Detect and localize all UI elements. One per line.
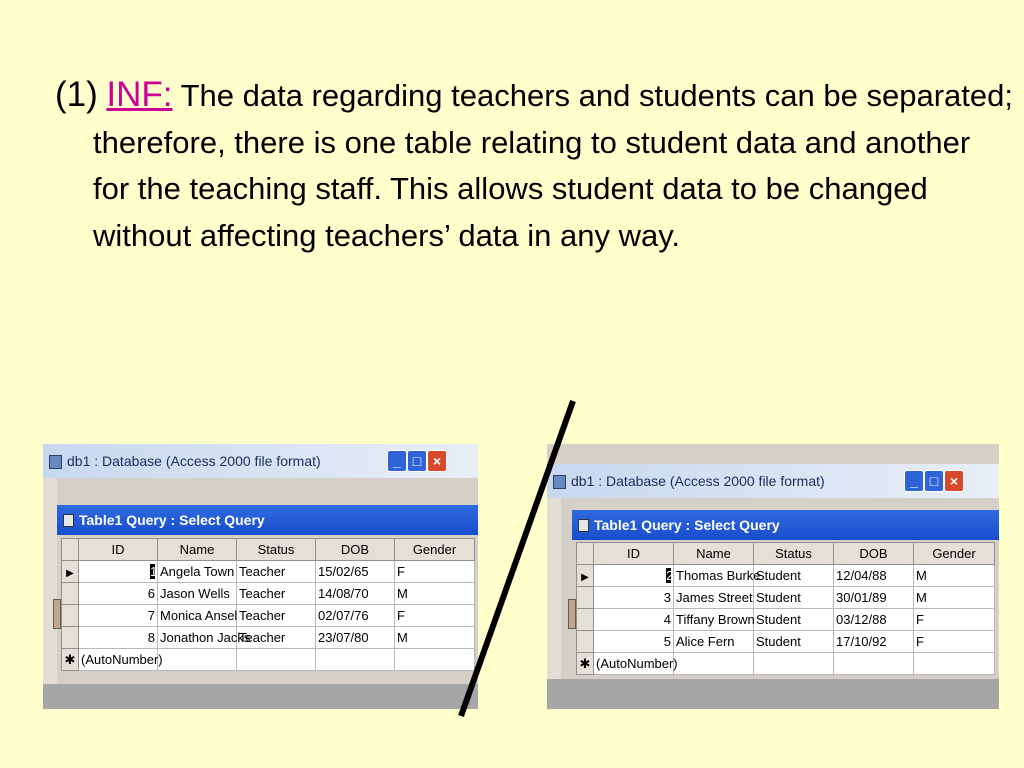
cell-gender[interactable]: F	[914, 609, 995, 631]
cell-id[interactable]: 6	[79, 583, 158, 605]
minimize-icon[interactable]: _	[904, 470, 924, 492]
cell-gender[interactable]: M	[914, 565, 995, 587]
cell-id[interactable]: 4	[594, 609, 674, 631]
query-title: Table1 Query : Select Query	[594, 517, 780, 533]
separator-slash-stroke	[461, 401, 573, 716]
cell-dob[interactable]: 30/01/89	[834, 587, 914, 609]
cell-name[interactable]: Tiffany Brown	[674, 609, 754, 631]
cell-status[interactable]: Teacher	[237, 561, 316, 583]
cell-cursor: 1	[150, 564, 158, 579]
cell-name[interactable]: Monica Ansel	[158, 605, 237, 627]
column-header-id[interactable]: ID	[79, 539, 158, 561]
column-header-name[interactable]: Name	[674, 543, 754, 565]
database-title: db1 : Database (Access 2000 file format)	[571, 473, 825, 489]
column-header-dob[interactable]: DOB	[834, 543, 914, 565]
cell-name[interactable]: James Street	[674, 587, 754, 609]
database-title: db1 : Database (Access 2000 file format)	[67, 453, 321, 469]
column-header-gender[interactable]: Gender	[914, 543, 995, 565]
cell-id-autonumber[interactable]: (AutoNumber)	[79, 649, 158, 671]
cell-dob[interactable]: 14/08/70	[316, 583, 395, 605]
cell-id[interactable]: 5	[594, 631, 674, 653]
point-number: (1)	[55, 75, 98, 114]
query-title: Table1 Query : Select Query	[79, 512, 265, 528]
column-header-status[interactable]: Status	[237, 539, 316, 561]
maximize-icon[interactable]: □	[407, 450, 427, 472]
cell-status[interactable]: Student	[754, 565, 834, 587]
cell-status[interactable]: Student	[754, 587, 834, 609]
cell-name[interactable]: Jonathon Jacks	[158, 627, 237, 649]
cell-status[interactable]: Student	[754, 631, 834, 653]
column-header-dob[interactable]: DOB	[316, 539, 395, 561]
cell-dob[interactable]: 15/02/65	[316, 561, 395, 583]
cell-gender[interactable]: F	[395, 605, 475, 627]
cell-dob[interactable]: 02/07/76	[316, 605, 395, 627]
new-record-icon[interactable]: ✱	[577, 653, 594, 675]
cell-id[interactable]: 3	[594, 587, 674, 609]
cell-gender[interactable]: M	[395, 583, 475, 605]
cell-name[interactable]: Angela Town	[158, 561, 237, 583]
maximize-icon[interactable]: □	[924, 470, 944, 492]
new-record-icon[interactable]: ✱	[62, 649, 79, 671]
cell-dob[interactable]: 23/07/80	[316, 627, 395, 649]
column-header-name[interactable]: Name	[158, 539, 237, 561]
cell-id[interactable]: 7	[79, 605, 158, 627]
cell-status[interactable]: Student	[754, 609, 834, 631]
cell-id[interactable]: 8	[79, 627, 158, 649]
cell-status[interactable]: Teacher	[237, 627, 316, 649]
cell-gender[interactable]: M	[914, 587, 995, 609]
record-pointer-icon[interactable]: ▶	[62, 561, 79, 583]
column-header-gender[interactable]: Gender	[395, 539, 475, 561]
point-description: The data regarding teachers and students can be separated; therefore, there is one table relating to student data and another for the teaching staff. This allows student data to be changed without affecting teachers’ data in any way.	[93, 78, 1013, 253]
cell-id-autonumber[interactable]: (AutoNumber)	[594, 653, 674, 675]
cell-name[interactable]: Thomas Burke	[674, 565, 754, 587]
close-icon[interactable]: ×	[944, 470, 964, 492]
cell-name[interactable]: Alice Fern	[674, 631, 754, 653]
point-keyword: INF:	[106, 75, 173, 114]
cell-gender[interactable]: F	[395, 561, 475, 583]
column-header-status[interactable]: Status	[754, 543, 834, 565]
close-icon[interactable]: ×	[427, 450, 447, 472]
cell-dob[interactable]: 12/04/88	[834, 565, 914, 587]
cell-gender[interactable]: F	[914, 631, 995, 653]
cell-status[interactable]: Teacher	[237, 605, 316, 627]
cell-dob[interactable]: 17/10/92	[834, 631, 914, 653]
minimize-icon[interactable]: _	[387, 450, 407, 472]
cell-name[interactable]: Jason Wells	[158, 583, 237, 605]
column-header-id[interactable]: ID	[594, 543, 674, 565]
cell-cursor: 2	[666, 568, 674, 583]
cell-gender[interactable]: M	[395, 627, 475, 649]
record-pointer-icon[interactable]: ▶	[577, 565, 594, 587]
cell-status[interactable]: Teacher	[237, 583, 316, 605]
cell-dob[interactable]: 03/12/88	[834, 609, 914, 631]
